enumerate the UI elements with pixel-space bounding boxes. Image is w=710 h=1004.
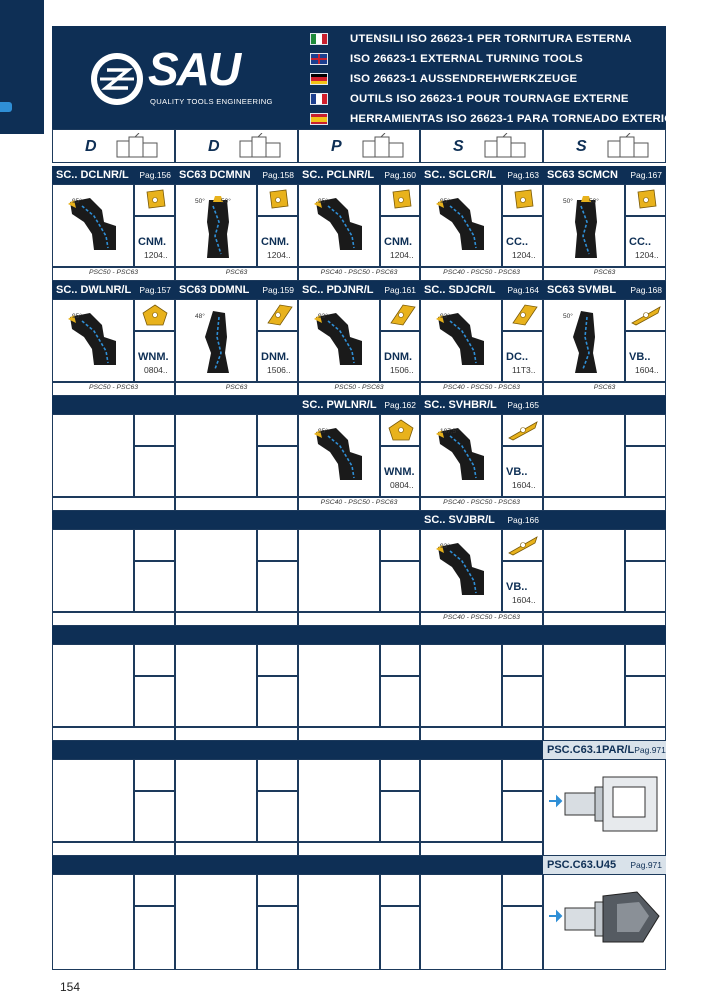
column-header-2 xyxy=(175,129,298,163)
psc-size-cell xyxy=(175,727,298,741)
psc-size-cell xyxy=(543,612,666,626)
insert-designation: CC.. xyxy=(506,236,528,248)
header-title-text: ISO 26623-1 AUSSENDREHWERKZEUGE xyxy=(350,73,578,85)
flag-cross xyxy=(318,54,320,64)
insert-designation: WNM. xyxy=(138,351,169,363)
page-reference[interactable]: Pag.160 xyxy=(384,170,416,180)
adapter-header-1[interactable] xyxy=(543,856,666,874)
holder-image-cell xyxy=(298,874,380,970)
holder-image-cell xyxy=(175,414,257,497)
insert-image-cell xyxy=(625,529,666,561)
insert-size: 1506.. xyxy=(390,365,414,375)
angle-label: 50° xyxy=(563,198,573,205)
holder-image-cell xyxy=(543,644,625,727)
psc-compatibility: PSC63 xyxy=(593,269,616,276)
angle-label: 95° xyxy=(318,428,328,435)
insert-size: 1604.. xyxy=(635,365,659,375)
tool-code: SC.. PWLNR/L xyxy=(302,399,377,411)
flag-stripe xyxy=(311,81,327,84)
insert-designation: WNM. xyxy=(384,466,415,478)
tool-code: SC.. PCLNR/L xyxy=(302,169,375,181)
toolholder-icon xyxy=(428,422,498,492)
tool-code: SC.. SVJBR/L xyxy=(424,514,495,526)
holder-system-letter: D xyxy=(85,138,97,155)
insert-code-cell xyxy=(257,791,298,842)
insert-shape-icon xyxy=(383,188,419,212)
tool-code: SC63 DDMNL xyxy=(179,284,250,296)
insert-image-cell xyxy=(134,759,175,791)
insert-image-cell xyxy=(502,644,543,676)
header-title-text: HERRAMIENTAS ISO 26623-1 PARA TORNEADO EXTERIOR xyxy=(350,113,682,125)
holder-image-cell xyxy=(420,644,502,727)
tool-header-row2-4[interactable] xyxy=(543,281,666,299)
psc-size-cell xyxy=(52,497,175,511)
holder-image-cell xyxy=(543,529,625,612)
toolholder-icon xyxy=(428,192,498,262)
holder-image-cell xyxy=(175,644,257,727)
psc-compatibility: PSC40 - PSC50 - PSC63 xyxy=(443,384,520,391)
holder-image-cell xyxy=(52,529,134,612)
tool-header-row3-0[interactable] xyxy=(298,396,420,414)
tool-header-row2-2[interactable] xyxy=(298,281,420,299)
holder-image-cell xyxy=(52,874,134,970)
angle-label: 50° xyxy=(589,198,599,205)
tool-code: SC.. SCLCR/L xyxy=(424,169,497,181)
insert-image-cell xyxy=(257,644,298,676)
flag-fr-icon xyxy=(310,93,328,105)
page-reference[interactable]: Pag.165 xyxy=(507,400,539,410)
toolholder-icon xyxy=(428,307,498,377)
psc-compatibility: PSC63 xyxy=(593,384,616,391)
insert-shape-icon xyxy=(505,533,541,557)
angle-label: 50° xyxy=(221,198,231,205)
tool-header-row2-1[interactable] xyxy=(175,281,298,299)
insert-code-cell xyxy=(257,906,298,970)
header-title-text: ISO 26623-1 EXTERNAL TURNING TOOLS xyxy=(350,53,583,65)
insert-size: 1506.. xyxy=(267,365,291,375)
insert-designation: DNM. xyxy=(261,351,290,363)
insert-code-cell xyxy=(134,906,175,970)
angle-label: 95° xyxy=(318,198,328,205)
insert-code-cell xyxy=(257,676,298,727)
psc-compatibility: PSC50 - PSC63 xyxy=(88,384,139,391)
insert-size: 1204.. xyxy=(390,250,414,260)
insert-image-cell xyxy=(502,759,543,791)
insert-image-cell xyxy=(134,529,175,561)
insert-designation: VB.. xyxy=(506,581,528,593)
page-reference[interactable]: Pag.971 xyxy=(634,745,666,755)
corner-block xyxy=(0,0,44,134)
tool-code: SC.. SVHBR/L xyxy=(424,399,497,411)
insert-image-cell xyxy=(134,414,175,446)
insert-size: 0804.. xyxy=(390,480,414,490)
insert-designation: VB.. xyxy=(506,466,528,478)
holder-image-cell xyxy=(298,759,380,842)
header-title-es xyxy=(310,110,682,128)
insert-code-cell xyxy=(625,561,666,612)
column-header-5 xyxy=(543,129,666,163)
clamping-system-icon xyxy=(115,133,161,159)
psc-size-cell xyxy=(175,497,298,511)
column-header-3 xyxy=(298,129,420,163)
insert-code-cell xyxy=(257,561,298,612)
psc-compatibility: PSC40 - PSC50 - PSC63 xyxy=(443,269,520,276)
header-title-it xyxy=(310,30,632,48)
insert-image-cell xyxy=(380,529,420,561)
insert-shape-icon xyxy=(505,188,541,212)
holder-image-cell xyxy=(52,414,134,497)
page-reference[interactable]: Pag.164 xyxy=(507,285,539,295)
psc-compatibility: PSC63 xyxy=(225,269,248,276)
insert-image-cell xyxy=(134,874,175,906)
brand-tagline: QUALITY TOOLS ENGINEERING xyxy=(150,97,273,106)
holder-image-cell xyxy=(420,874,502,970)
insert-code-cell xyxy=(502,906,543,970)
insert-code-cell xyxy=(257,446,298,497)
insert-code-cell xyxy=(380,906,420,970)
header-title-text: UTENSILI ISO 26623-1 PER TORNITURA ESTERNA xyxy=(350,33,632,45)
toolholder-icon xyxy=(306,192,376,262)
insert-designation: CNM. xyxy=(138,236,167,248)
insert-designation: CNM. xyxy=(384,236,413,248)
psc-size-cell xyxy=(52,842,175,856)
psc-size-cell xyxy=(543,727,666,741)
brand-name: SAU xyxy=(148,43,240,95)
insert-image-cell xyxy=(625,644,666,676)
page-reference[interactable]: Pag.168 xyxy=(630,285,662,295)
psc-compatibility: PSC40 - PSC50 - PSC63 xyxy=(320,269,398,276)
angle-label: 48° xyxy=(195,313,205,320)
toolholder-icon xyxy=(551,192,621,262)
insert-code-cell xyxy=(625,446,666,497)
tool-code: SC.. DWLNR/L xyxy=(56,284,132,296)
holder-system-letter: P xyxy=(331,138,342,155)
toolholder-icon xyxy=(306,307,376,377)
insert-code-cell xyxy=(134,446,175,497)
holder-image-cell xyxy=(175,529,257,612)
header-title-fr xyxy=(310,90,629,108)
page-reference[interactable]: Pag.158 xyxy=(262,170,294,180)
tool-header-row2-3[interactable] xyxy=(420,281,543,299)
insert-code-cell xyxy=(134,791,175,842)
insert-code-cell xyxy=(134,561,175,612)
toolholder-icon xyxy=(60,192,130,262)
page-reference[interactable]: Pag.163 xyxy=(507,170,539,180)
holder-image-cell xyxy=(175,874,257,970)
insert-image-cell xyxy=(257,759,298,791)
tool-header-row1-4[interactable] xyxy=(543,166,666,184)
flag-en-icon xyxy=(310,53,328,65)
insert-image-cell xyxy=(502,874,543,906)
insert-size: 0804.. xyxy=(144,365,168,375)
psc-compatibility: PSC63 xyxy=(225,384,248,391)
psc-size-cell xyxy=(298,842,420,856)
insert-code-cell xyxy=(380,676,420,727)
clamping-system-icon xyxy=(238,133,284,159)
holder-image-cell xyxy=(298,529,380,612)
insert-size: 11T3.. xyxy=(512,365,536,375)
holder-image-cell xyxy=(175,759,257,842)
header-title-en xyxy=(310,50,583,68)
insert-image-cell xyxy=(380,644,420,676)
insert-shape-icon xyxy=(137,303,173,327)
section-tab-marker xyxy=(0,102,12,112)
section-header-bar xyxy=(52,511,666,529)
tool-code: SC63 SCMCN xyxy=(547,169,618,181)
psc-compatibility: PSC40 - PSC50 - PSC63 xyxy=(443,499,520,506)
angle-label: 95° xyxy=(440,198,450,205)
insert-designation: VB.. xyxy=(629,351,651,363)
angle-label: 107,5° xyxy=(440,428,459,435)
psc-size-cell xyxy=(543,497,666,511)
tool-header-row1-3[interactable] xyxy=(420,166,543,184)
insert-designation: CC.. xyxy=(629,236,651,248)
insert-shape-icon xyxy=(505,303,541,327)
tool-header-row4-0[interactable] xyxy=(420,511,543,529)
insert-shape-icon xyxy=(628,188,664,212)
holder-system-letter: D xyxy=(208,138,220,155)
psc-size-cell xyxy=(298,727,420,741)
insert-image-cell xyxy=(257,414,298,446)
tool-code: SC63 SVMBL xyxy=(547,284,617,296)
insert-size: 1204.. xyxy=(267,250,291,260)
insert-image-cell xyxy=(257,529,298,561)
angle-label: 93° xyxy=(440,543,450,550)
holder-image-cell xyxy=(52,759,134,842)
column-header-4 xyxy=(420,129,543,163)
psc-size-cell xyxy=(420,727,543,741)
tool-code: SC.. PDJNR/L xyxy=(302,284,374,296)
adapter-code: PSC.C63.U45 xyxy=(547,859,617,871)
page-reference[interactable]: Pag.167 xyxy=(630,170,662,180)
tool-header-row1-1[interactable] xyxy=(175,166,298,184)
header-title-de xyxy=(310,70,577,88)
insert-code-cell xyxy=(625,676,666,727)
insert-shape-icon xyxy=(137,188,173,212)
angle-label: 95° xyxy=(72,198,82,205)
psc-size-cell xyxy=(175,612,298,626)
tool-header-row1-2[interactable] xyxy=(298,166,420,184)
angle-label: 50° xyxy=(563,313,573,320)
psc-compatibility: PSC50 - PSC63 xyxy=(334,384,384,391)
insert-code-cell xyxy=(380,561,420,612)
psc-compatibility: PSC50 - PSC63 xyxy=(88,269,139,276)
insert-designation: DC.. xyxy=(506,351,528,363)
flag-stripe xyxy=(322,94,327,104)
insert-designation: CNM. xyxy=(261,236,290,248)
holder-image-cell xyxy=(420,759,502,842)
toolholder-icon xyxy=(306,422,376,492)
insert-code-cell xyxy=(502,676,543,727)
tool-header-row3-1[interactable] xyxy=(420,396,543,414)
toolholder-icon xyxy=(551,307,621,377)
clamping-system-icon xyxy=(361,133,407,159)
header-title-text: OUTILS ISO 26623-1 POUR TOURNAGE EXTERNE xyxy=(350,93,629,105)
psc-size-cell xyxy=(175,842,298,856)
insert-shape-icon xyxy=(260,303,296,327)
toolholder-icon xyxy=(183,307,253,377)
angle-label: 93° xyxy=(318,313,328,320)
psc-size-cell xyxy=(420,842,543,856)
psc-size-cell xyxy=(52,727,175,741)
psc-size-cell xyxy=(298,612,420,626)
page-reference[interactable]: Pag.162 xyxy=(384,400,416,410)
insert-size: 1604.. xyxy=(512,480,536,490)
holder-image-cell xyxy=(298,644,380,727)
angle-label: 50° xyxy=(195,198,205,205)
insert-image-cell xyxy=(134,644,175,676)
tool-code: SC.. DCLNR/L xyxy=(56,169,129,181)
insert-code-cell xyxy=(502,791,543,842)
flag-stripe xyxy=(322,34,327,44)
psc-compatibility: PSC40 - PSC50 - PSC63 xyxy=(443,614,520,621)
page-reference[interactable]: Pag.157 xyxy=(139,285,171,295)
insert-image-cell xyxy=(625,414,666,446)
clamping-system-icon xyxy=(606,133,652,159)
adapter-icon xyxy=(547,886,663,956)
insert-shape-icon xyxy=(505,418,541,442)
insert-shape-icon xyxy=(383,418,419,442)
toolholder-icon xyxy=(183,192,253,262)
toolholder-icon xyxy=(428,537,498,607)
tool-code: SC63 DCMNN xyxy=(179,169,251,181)
holder-image-cell xyxy=(543,414,625,497)
insert-image-cell xyxy=(257,874,298,906)
page-reference[interactable]: Pag.161 xyxy=(384,285,416,295)
page-reference[interactable]: Pag.166 xyxy=(507,515,539,525)
insert-image-cell xyxy=(380,759,420,791)
page-reference[interactable]: Pag.156 xyxy=(139,170,171,180)
flag-de-icon xyxy=(310,73,328,85)
column-header-1 xyxy=(52,129,175,163)
insert-size: 1204.. xyxy=(144,250,168,260)
insert-shape-icon xyxy=(628,303,664,327)
flag-stripe xyxy=(311,122,327,125)
insert-shape-icon xyxy=(383,303,419,327)
adapter-icon xyxy=(547,771,663,841)
angle-label: 93° xyxy=(440,313,450,320)
adapter-code: PSC.C63.1PAR/L xyxy=(547,744,635,756)
flag-it-icon xyxy=(310,33,328,45)
insert-size: 1204.. xyxy=(635,250,659,260)
insert-size: 1604.. xyxy=(512,595,536,605)
angle-label: 95° xyxy=(72,313,82,320)
tool-header-row1-0[interactable] xyxy=(52,166,175,184)
page-number: 154 xyxy=(60,980,81,994)
psc-size-cell xyxy=(52,612,175,626)
clamping-system-icon xyxy=(483,133,529,159)
tool-header-row2-0[interactable] xyxy=(52,281,175,299)
flag-es-icon xyxy=(310,113,328,125)
holder-system-letter: S xyxy=(576,138,587,155)
adapter-header-0[interactable] xyxy=(543,741,666,759)
insert-image-cell xyxy=(380,874,420,906)
insert-code-cell xyxy=(134,676,175,727)
holder-image-cell xyxy=(52,644,134,727)
section-header-bar xyxy=(52,626,666,644)
toolholder-icon xyxy=(60,307,130,377)
holder-system-letter: S xyxy=(453,138,464,155)
tool-code: SC.. SDJCR/L xyxy=(424,284,496,296)
insert-designation: DNM. xyxy=(384,351,413,363)
page-reference[interactable]: Pag.971 xyxy=(630,860,662,870)
insert-size: 1204.. xyxy=(512,250,536,260)
insert-shape-icon xyxy=(260,188,296,212)
insert-code-cell xyxy=(380,791,420,842)
psc-compatibility: PSC40 - PSC50 - PSC63 xyxy=(320,499,398,506)
page-reference[interactable]: Pag.159 xyxy=(262,285,294,295)
